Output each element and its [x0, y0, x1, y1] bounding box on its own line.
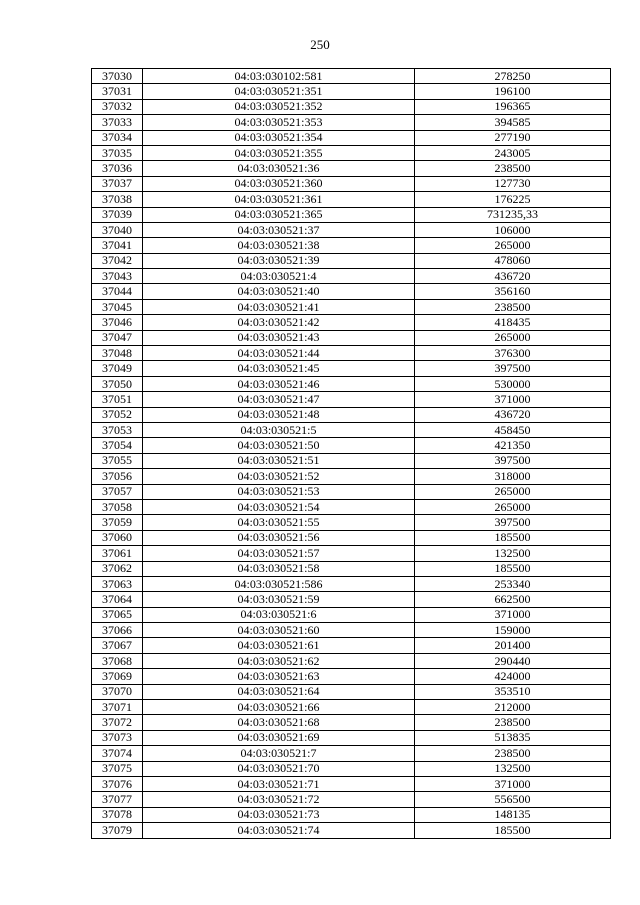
- row-number-cell: 37074: [92, 746, 143, 761]
- row-number-cell: 37057: [92, 484, 143, 499]
- value-cell: 148135: [415, 807, 611, 822]
- cadastral-number-cell: 04:03:030521:39: [143, 253, 415, 268]
- value-cell: 530000: [415, 376, 611, 391]
- table-row: [92, 469, 611, 484]
- value-cell: 265000: [415, 238, 611, 253]
- row-number-cell: 37066: [92, 623, 143, 638]
- row-number-cell: 37071: [92, 700, 143, 715]
- value-cell: 397500: [415, 361, 611, 376]
- row-number-cell: 37060: [92, 530, 143, 545]
- table-row: [92, 484, 611, 499]
- value-cell: 278250: [415, 69, 611, 84]
- row-number-cell: 37039: [92, 207, 143, 222]
- cadastral-number-cell: 04:03:030521:72: [143, 792, 415, 807]
- row-number-cell: 37038: [92, 192, 143, 207]
- cadastral-number-cell: 04:03:030521:351: [143, 84, 415, 99]
- cadastral-number-cell: 04:03:030521:60: [143, 623, 415, 638]
- table-row: [92, 238, 611, 253]
- registry-table: [91, 68, 611, 839]
- value-cell: 265000: [415, 330, 611, 345]
- cadastral-number-cell: 04:03:030521:52: [143, 469, 415, 484]
- table-row: [92, 299, 611, 314]
- row-number-cell: 37058: [92, 499, 143, 514]
- value-cell: 132500: [415, 761, 611, 776]
- table-row: [92, 546, 611, 561]
- table-row: [92, 130, 611, 145]
- row-number-cell: 37072: [92, 715, 143, 730]
- value-cell: 212000: [415, 700, 611, 715]
- row-number-cell: 37068: [92, 653, 143, 668]
- value-cell: 376300: [415, 346, 611, 361]
- row-number-cell: 37076: [92, 776, 143, 791]
- row-number-cell: 37077: [92, 792, 143, 807]
- row-number-cell: 37067: [92, 638, 143, 653]
- value-cell: 371000: [415, 392, 611, 407]
- row-number-cell: 37070: [92, 684, 143, 699]
- table-row: [92, 453, 611, 468]
- value-cell: 238500: [415, 715, 611, 730]
- value-cell: 185500: [415, 530, 611, 545]
- row-number-cell: 37051: [92, 392, 143, 407]
- value-cell: 436720: [415, 269, 611, 284]
- value-cell: 436720: [415, 407, 611, 422]
- cadastral-number-cell: 04:03:030521:59: [143, 592, 415, 607]
- table-row: [92, 392, 611, 407]
- table-row: [92, 700, 611, 715]
- value-cell: 371000: [415, 776, 611, 791]
- value-cell: 418435: [415, 315, 611, 330]
- table-row: [92, 161, 611, 176]
- table-row: [92, 684, 611, 699]
- cadastral-number-cell: 04:03:030521:360: [143, 176, 415, 191]
- row-number-cell: 37053: [92, 422, 143, 437]
- row-number-cell: 37054: [92, 438, 143, 453]
- value-cell: 238500: [415, 161, 611, 176]
- table-row: [92, 607, 611, 622]
- row-number-cell: 37050: [92, 376, 143, 391]
- cadastral-number-cell: 04:03:030521:40: [143, 284, 415, 299]
- table-row: [92, 792, 611, 807]
- row-number-cell: 37044: [92, 284, 143, 299]
- row-number-cell: 37073: [92, 730, 143, 745]
- value-cell: 106000: [415, 222, 611, 237]
- table-row: [92, 669, 611, 684]
- cadastral-number-cell: 04:03:030521:66: [143, 700, 415, 715]
- cadastral-number-cell: 04:03:030521:62: [143, 653, 415, 668]
- table-row: [92, 346, 611, 361]
- cadastral-number-cell: 04:03:030521:45: [143, 361, 415, 376]
- value-cell: 196100: [415, 84, 611, 99]
- row-number-cell: 37056: [92, 469, 143, 484]
- value-cell: 265000: [415, 484, 611, 499]
- table-row: [92, 499, 611, 514]
- value-cell: 371000: [415, 607, 611, 622]
- row-number-cell: 37048: [92, 346, 143, 361]
- cadastral-number-cell: 04:03:030521:63: [143, 669, 415, 684]
- table-row: [92, 761, 611, 776]
- table-row: [92, 623, 611, 638]
- cadastral-number-cell: 04:03:030521:38: [143, 238, 415, 253]
- value-cell: 185500: [415, 823, 611, 838]
- table-row: [92, 515, 611, 530]
- table-row: [92, 422, 611, 437]
- row-number-cell: 37045: [92, 299, 143, 314]
- value-cell: 132500: [415, 546, 611, 561]
- cadastral-number-cell: 04:03:030521:365: [143, 207, 415, 222]
- value-cell: 265000: [415, 499, 611, 514]
- table-row: [92, 730, 611, 745]
- table-row: [92, 823, 611, 838]
- table-row: [92, 69, 611, 84]
- table-row: [92, 84, 611, 99]
- row-number-cell: 37075: [92, 761, 143, 776]
- table-row: [92, 361, 611, 376]
- row-number-cell: 37069: [92, 669, 143, 684]
- row-number-cell: 37047: [92, 330, 143, 345]
- cadastral-number-cell: 04:03:030521:48: [143, 407, 415, 422]
- cadastral-number-cell: 04:03:030521:355: [143, 145, 415, 160]
- row-number-cell: 37052: [92, 407, 143, 422]
- cadastral-number-cell: 04:03:030521:69: [143, 730, 415, 745]
- cadastral-number-cell: 04:03:030521:64: [143, 684, 415, 699]
- value-cell: 253340: [415, 576, 611, 591]
- row-number-cell: 37062: [92, 561, 143, 576]
- row-number-cell: 37059: [92, 515, 143, 530]
- value-cell: 290440: [415, 653, 611, 668]
- cadastral-number-cell: 04:03:030521:58: [143, 561, 415, 576]
- cadastral-number-cell: 04:03:030521:46: [143, 376, 415, 391]
- value-cell: 238500: [415, 746, 611, 761]
- row-number-cell: 37046: [92, 315, 143, 330]
- value-cell: 353510: [415, 684, 611, 699]
- registry-table-body: [92, 69, 611, 839]
- cadastral-number-cell: 04:03:030521:42: [143, 315, 415, 330]
- table-row: [92, 653, 611, 668]
- row-number-cell: 37033: [92, 115, 143, 130]
- row-number-cell: 37063: [92, 576, 143, 591]
- table-row: [92, 253, 611, 268]
- row-number-cell: 37035: [92, 145, 143, 160]
- cadastral-number-cell: 04:03:030521:41: [143, 299, 415, 314]
- value-cell: 513835: [415, 730, 611, 745]
- table-row: [92, 330, 611, 345]
- value-cell: 458450: [415, 422, 611, 437]
- row-number-cell: 37041: [92, 238, 143, 253]
- cadastral-number-cell: 04:03:030521:74: [143, 823, 415, 838]
- table-row: [92, 807, 611, 822]
- row-number-cell: 37064: [92, 592, 143, 607]
- row-number-cell: 37049: [92, 361, 143, 376]
- cadastral-number-cell: 04:03:030521:50: [143, 438, 415, 453]
- cadastral-number-cell: 04:03:030521:68: [143, 715, 415, 730]
- value-cell: 201400: [415, 638, 611, 653]
- value-cell: 424000: [415, 669, 611, 684]
- table-row: [92, 284, 611, 299]
- row-number-cell: 37031: [92, 84, 143, 99]
- cadastral-number-cell: 04:03:030521:55: [143, 515, 415, 530]
- row-number-cell: 37043: [92, 269, 143, 284]
- cadastral-number-cell: 04:03:030521:47: [143, 392, 415, 407]
- table-row: [92, 269, 611, 284]
- cadastral-number-cell: 04:03:030521:352: [143, 99, 415, 114]
- value-cell: 556500: [415, 792, 611, 807]
- cadastral-number-cell: 04:03:030521:44: [143, 346, 415, 361]
- table-row: [92, 115, 611, 130]
- cadastral-number-cell: 04:03:030521:586: [143, 576, 415, 591]
- row-number-cell: 37042: [92, 253, 143, 268]
- table-row: [92, 592, 611, 607]
- table-row: [92, 746, 611, 761]
- row-number-cell: 37061: [92, 546, 143, 561]
- value-cell: 159000: [415, 623, 611, 638]
- cadastral-number-cell: 04:03:030521:5: [143, 422, 415, 437]
- table-row: [92, 530, 611, 545]
- cadastral-number-cell: 04:03:030521:36: [143, 161, 415, 176]
- value-cell: 397500: [415, 453, 611, 468]
- cadastral-number-cell: 04:03:030521:57: [143, 546, 415, 561]
- row-number-cell: 37079: [92, 823, 143, 838]
- cadastral-number-cell: 04:03:030521:354: [143, 130, 415, 145]
- row-number-cell: 37034: [92, 130, 143, 145]
- table-row: [92, 207, 611, 222]
- table-row: [92, 561, 611, 576]
- row-number-cell: 37055: [92, 453, 143, 468]
- cadastral-number-cell: 04:03:030521:70: [143, 761, 415, 776]
- table-row: [92, 438, 611, 453]
- cadastral-number-cell: 04:03:030521:71: [143, 776, 415, 791]
- cadastral-number-cell: 04:03:030521:7: [143, 746, 415, 761]
- cadastral-number-cell: 04:03:030521:361: [143, 192, 415, 207]
- table-row: [92, 222, 611, 237]
- cadastral-number-cell: 04:03:030521:51: [143, 453, 415, 468]
- row-number-cell: 37065: [92, 607, 143, 622]
- value-cell: 397500: [415, 515, 611, 530]
- cadastral-number-cell: 04:03:030521:73: [143, 807, 415, 822]
- table-row: [92, 315, 611, 330]
- value-cell: 277190: [415, 130, 611, 145]
- table-row: [92, 715, 611, 730]
- cadastral-number-cell: 04:03:030521:54: [143, 499, 415, 514]
- cadastral-number-cell: 04:03:030102:581: [143, 69, 415, 84]
- row-number-cell: 37032: [92, 99, 143, 114]
- value-cell: 731235,33: [415, 207, 611, 222]
- table-row: [92, 145, 611, 160]
- cadastral-number-cell: 04:03:030521:4: [143, 269, 415, 284]
- table-row: [92, 407, 611, 422]
- value-cell: 185500: [415, 561, 611, 576]
- value-cell: 662500: [415, 592, 611, 607]
- value-cell: 176225: [415, 192, 611, 207]
- value-cell: 238500: [415, 299, 611, 314]
- table-row: [92, 638, 611, 653]
- cadastral-number-cell: 04:03:030521:56: [143, 530, 415, 545]
- page-number: 250: [310, 37, 330, 52]
- cadastral-number-cell: 04:03:030521:353: [143, 115, 415, 130]
- cadastral-number-cell: 04:03:030521:53: [143, 484, 415, 499]
- value-cell: 127730: [415, 176, 611, 191]
- value-cell: 356160: [415, 284, 611, 299]
- row-number-cell: 37037: [92, 176, 143, 191]
- table-row: [92, 192, 611, 207]
- row-number-cell: 37078: [92, 807, 143, 822]
- table-row: [92, 176, 611, 191]
- table-row: [92, 776, 611, 791]
- cadastral-number-cell: 04:03:030521:61: [143, 638, 415, 653]
- value-cell: 196365: [415, 99, 611, 114]
- cadastral-number-cell: 04:03:030521:43: [143, 330, 415, 345]
- row-number-cell: 37036: [92, 161, 143, 176]
- value-cell: 394585: [415, 115, 611, 130]
- cadastral-number-cell: 04:03:030521:37: [143, 222, 415, 237]
- value-cell: 478060: [415, 253, 611, 268]
- table-row: [92, 376, 611, 391]
- value-cell: 318000: [415, 469, 611, 484]
- table-row: [92, 576, 611, 591]
- cadastral-number-cell: 04:03:030521:6: [143, 607, 415, 622]
- table-row: [92, 99, 611, 114]
- value-cell: 243005: [415, 145, 611, 160]
- value-cell: 421350: [415, 438, 611, 453]
- row-number-cell: 37040: [92, 222, 143, 237]
- row-number-cell: 37030: [92, 69, 143, 84]
